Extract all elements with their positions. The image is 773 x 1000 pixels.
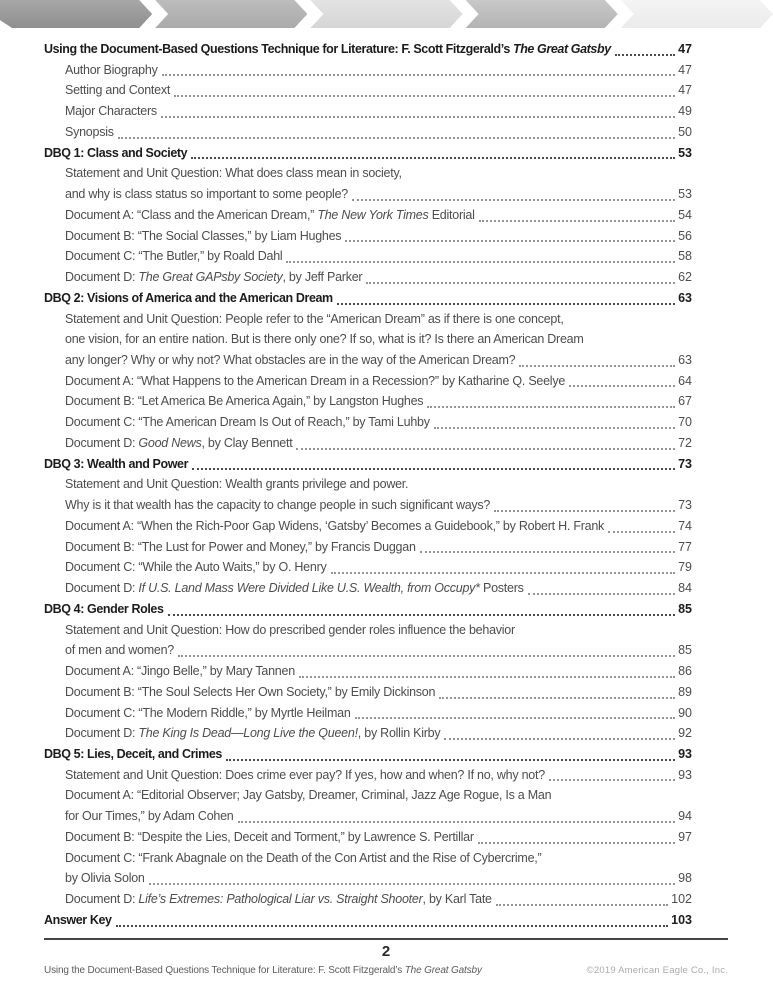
footer-copyright: ©2019 American Eagle Co., Inc. xyxy=(586,965,728,976)
toc-entry-label xyxy=(44,454,188,475)
toc-page-number: 73 xyxy=(678,498,692,513)
toc-entry-label xyxy=(65,101,157,122)
toc-page-number: 103 xyxy=(671,912,692,927)
toc-page-number: 84 xyxy=(678,581,692,596)
italic-title-text: Good News xyxy=(138,435,202,450)
plain-text: Major Characters xyxy=(65,104,157,119)
plain-text: Why is it that wealth has the capacity to change people in such significant ways? xyxy=(65,498,491,513)
toc-entry-label xyxy=(65,848,541,869)
toc-entry-label xyxy=(65,495,490,516)
plain-text: DBQ 4: Gender Roles xyxy=(44,601,164,616)
toc-entry-sub xyxy=(44,80,692,101)
italic-title-text: The Great GAPsby Society xyxy=(138,270,283,285)
plain-text: Author Biography xyxy=(65,62,158,77)
plain-text: Statement and Unit Question: Wealth grants privilege and power. xyxy=(65,477,409,492)
toc-entry-sub xyxy=(44,474,692,495)
toc-entry-main xyxy=(44,39,692,60)
toc-entry-sub xyxy=(44,578,692,599)
dot-leader xyxy=(168,613,676,616)
toc-entry-label xyxy=(65,205,475,226)
plain-text: Document B: “The Lust for Power and Money,” by Francis Duggan xyxy=(65,539,416,554)
plain-text: Document D: xyxy=(65,726,139,741)
toc-entry-sub xyxy=(44,329,692,350)
banner-chevron-2 xyxy=(155,0,307,28)
plain-text: Setting and Context xyxy=(65,83,171,98)
toc-entry-label xyxy=(65,516,604,537)
toc-entry-label xyxy=(65,703,351,724)
dot-leader xyxy=(608,530,675,533)
dot-leader xyxy=(420,550,675,553)
toc-page-number: 94 xyxy=(678,809,692,824)
toc-page-number: 53 xyxy=(678,187,692,202)
plain-text: , by Clay Bennett xyxy=(201,435,293,450)
plain-text: Document B: “The Social Classes,” by Liam Hughes xyxy=(65,228,342,243)
toc-entry-sub xyxy=(44,163,692,184)
toc-entry-sub xyxy=(44,246,692,267)
toc-entry-main xyxy=(44,288,692,309)
plain-text: Statement and Unit Question: People refer to the “American Dream” as if there is one concept, xyxy=(65,311,564,326)
toc-entry-label xyxy=(65,868,145,889)
plain-text: , by Jeff Parker xyxy=(282,270,363,285)
toc-entry-sub xyxy=(44,267,692,288)
toc-entry-sub xyxy=(44,868,692,889)
footer-rule xyxy=(44,938,728,940)
plain-text: Document B: “Despite the Lies, Deceit and Torment,” by Lawrence S. Pertillar xyxy=(65,829,474,844)
toc-entry-label xyxy=(65,620,515,641)
toc-page-number: 77 xyxy=(678,539,692,554)
plain-text: DBQ 3: Wealth and Power xyxy=(44,456,189,471)
toc-entry-sub xyxy=(44,226,692,247)
plain-text: DBQ 2: Visions of America and the American Dream xyxy=(44,290,333,305)
toc-page-number: 79 xyxy=(678,560,692,575)
banner-chevron-3 xyxy=(310,0,462,28)
italic-title-text: Life’s Extremes: Pathological Liar vs. Straight Shooter xyxy=(138,892,423,907)
dot-leader xyxy=(296,447,675,450)
dot-leader xyxy=(226,758,675,761)
toc-entry-sub xyxy=(44,848,692,869)
toc-entry-sub xyxy=(44,412,692,433)
toc-entry-sub xyxy=(44,765,692,786)
toc-page-number: 86 xyxy=(678,664,692,679)
plain-text: Document D: xyxy=(65,270,139,285)
dot-leader xyxy=(192,467,675,470)
plain-text: any longer? Why or why not? What obstacles are in the way of the American Dream? xyxy=(65,353,516,368)
toc-page-number: 70 xyxy=(678,415,692,430)
dot-leader xyxy=(615,53,675,56)
toc-entry-label xyxy=(65,163,402,184)
plain-text: Document C: “The American Dream Is Out of Reach,” by Tami Luhby xyxy=(65,415,430,430)
plain-text: Statement and Unit Question: Does crime ever pay? If yes, how and when? If no, why not? xyxy=(65,767,545,782)
toc-entry-label xyxy=(65,60,158,81)
toc-entry-sub xyxy=(44,205,692,226)
plain-text: Document C: “While the Auto Waits,” by O. Henry xyxy=(65,560,327,575)
toc-entry-sub xyxy=(44,495,692,516)
dot-leader xyxy=(352,198,675,201)
dot-leader xyxy=(116,924,669,927)
toc-page-number: 102 xyxy=(671,892,692,907)
toc-entry-label xyxy=(65,765,545,786)
toc-entry-label xyxy=(65,184,348,205)
toc-page-number: 85 xyxy=(678,601,692,616)
toc-entry-label xyxy=(65,412,430,433)
plain-text: Document B: “The Soul Selects Her Own Society,” by Emily Dickinson xyxy=(65,684,436,699)
italic-title-text: The King Is Dead—Long Live the Queen! xyxy=(138,726,358,741)
toc-entry-sub xyxy=(44,60,692,81)
toc-entry-label xyxy=(65,537,416,558)
plain-text: Statement and Unit Question: How do prescribed gender roles influence the behavior xyxy=(65,622,515,637)
italic-title-text: The Great Gatsby xyxy=(512,42,611,56)
plain-text: Document C: “The Modern Riddle,” by Myrtle Heilman xyxy=(65,705,351,720)
plain-text: , by Karl Tate xyxy=(422,892,492,907)
toc-entry-sub xyxy=(44,557,692,578)
page-number: 2 xyxy=(381,943,391,960)
footer-book-title xyxy=(44,965,482,976)
dot-leader xyxy=(238,820,676,823)
toc-entry-sub xyxy=(44,391,692,412)
toc-entry-label xyxy=(65,371,565,392)
toc-entry-main xyxy=(44,910,692,931)
toc-entry-label xyxy=(65,661,295,682)
dot-leader xyxy=(337,302,675,305)
dot-leader xyxy=(496,903,668,906)
plain-text: DBQ 1: Class and Society xyxy=(44,145,188,160)
toc-entry-sub xyxy=(44,827,692,848)
toc-entry-main xyxy=(44,599,692,620)
toc-entry-label xyxy=(65,122,114,143)
toc-page-number: 67 xyxy=(678,394,692,409)
toc-list xyxy=(44,39,692,931)
italic-title-text: The Great Gatsby xyxy=(404,965,482,976)
plain-text: Answer Key xyxy=(44,912,112,927)
dot-leader xyxy=(174,94,675,97)
toc-entry-label xyxy=(65,640,174,661)
dot-leader xyxy=(549,778,675,781)
dot-leader xyxy=(118,136,675,139)
plain-text: Document A: “Jingo Belle,” by Mary Tannen xyxy=(65,664,295,679)
plain-text: Document D: xyxy=(65,435,139,450)
toc-entry-sub xyxy=(44,537,692,558)
dot-leader xyxy=(366,281,675,284)
dot-leader xyxy=(161,115,675,118)
plain-text: Document D: xyxy=(65,892,139,907)
plain-text: Document B: “Let America Be America Again,” by Langston Hughes xyxy=(65,394,424,409)
toc-page-number: 54 xyxy=(678,207,692,222)
toc-entry-main xyxy=(44,143,692,164)
toc-page-number: 93 xyxy=(678,767,692,782)
plain-text: Document C: “Frank Abagnale on the Death of the Con Artist and the Rise of Cybercrime,” xyxy=(65,850,542,865)
dot-leader xyxy=(178,654,675,657)
toc-entry-label xyxy=(44,288,333,309)
plain-text: Using the Document-Based Questions Technique for Literature: F. Scott Fitzgerald’s xyxy=(44,965,405,976)
plain-text: one vision, for an entire nation. But is there only one? If so, what is it? Is there an American Dream xyxy=(65,332,584,347)
plain-text: DBQ 5: Lies, Deceit, and Crimes xyxy=(44,746,222,761)
toc-entry-label xyxy=(65,474,408,495)
toc-entry-label xyxy=(65,578,524,599)
dot-leader xyxy=(434,426,675,429)
toc-page-number: 47 xyxy=(678,62,692,77)
footer xyxy=(44,965,728,976)
toc-entry-sub xyxy=(44,620,692,641)
toc-page-number: 63 xyxy=(678,353,692,368)
toc-entry-label xyxy=(65,785,551,806)
dot-leader xyxy=(162,73,676,76)
plain-text: Posters xyxy=(479,581,524,596)
toc-entry-sub xyxy=(44,371,692,392)
dot-leader xyxy=(299,675,675,678)
toc-entry-label xyxy=(65,827,474,848)
toc-entry-sub xyxy=(44,122,692,143)
plain-text: Document A: “Editorial Observer; Jay Gatsby, Dreamer, Criminal, Jazz Age Rogue, Is a Man xyxy=(65,788,552,803)
dot-leader xyxy=(519,364,675,367)
toc-page-number: 72 xyxy=(678,435,692,450)
toc-entry-sub xyxy=(44,723,692,744)
banner-chevron-4 xyxy=(466,0,618,28)
plain-text: by Olivia Solon xyxy=(65,871,145,886)
toc-page-number: 47 xyxy=(678,42,692,56)
plain-text: Statement and Unit Question: What does class mean in society, xyxy=(65,166,402,181)
toc-page-number: 58 xyxy=(678,249,692,264)
toc-entry-label xyxy=(44,39,611,60)
toc-entry-sub xyxy=(44,184,692,205)
plain-text: , by Rollin Kirby xyxy=(357,726,441,741)
toc-page-number: 90 xyxy=(678,705,692,720)
plain-text: of men and women? xyxy=(65,643,175,658)
toc-entry-label xyxy=(44,910,112,931)
plain-text: Document A: “Class and the American Dream,” xyxy=(65,207,318,222)
toc-entry-sub xyxy=(44,516,692,537)
dot-leader xyxy=(439,696,675,699)
toc-page-number: 49 xyxy=(678,104,692,119)
toc-page-number: 92 xyxy=(678,726,692,741)
dot-leader xyxy=(355,716,676,719)
toc-entry-sub xyxy=(44,640,692,661)
dot-leader xyxy=(427,405,675,408)
dot-leader xyxy=(331,571,676,574)
toc-entry-sub xyxy=(44,309,692,330)
dot-leader xyxy=(191,156,675,159)
toc-entry-main xyxy=(44,744,692,765)
dot-leader xyxy=(528,592,675,595)
plain-text: Document D: xyxy=(65,581,139,596)
toc-entry-sub xyxy=(44,785,692,806)
dot-leader xyxy=(345,239,675,242)
toc-entry-label xyxy=(65,80,170,101)
toc-entry-label xyxy=(65,246,282,267)
header-banner-row xyxy=(0,0,773,28)
toc-entry-label xyxy=(65,433,292,454)
toc-entry-label xyxy=(65,267,362,288)
toc-page-number: 47 xyxy=(678,83,692,98)
plain-text: Using the Document-Based Questions Technique for Literature: F. Scott Fitzgerald’s xyxy=(44,42,513,56)
toc-entry-label xyxy=(65,806,234,827)
toc-entry-sub xyxy=(44,806,692,827)
toc-entry-sub xyxy=(44,433,692,454)
toc-page-number: 63 xyxy=(678,290,692,305)
toc-entry-label xyxy=(65,329,584,350)
plain-text: Editorial xyxy=(428,207,475,222)
toc-page-number: 56 xyxy=(678,228,692,243)
toc-entry-label xyxy=(65,682,435,703)
plain-text: Document C: “The Butler,” by Roald Dahl xyxy=(65,249,283,264)
plain-text: Document A: “When the Rich-Poor Gap Widens, ‘Gatsby’ Becomes a Guidebook,” by Robert H. Frank xyxy=(65,518,605,533)
dot-leader xyxy=(479,219,675,222)
plain-text: for Our Times,” by Adam Cohen xyxy=(65,809,234,824)
toc-page-number: 50 xyxy=(678,124,692,139)
toc-entry-label xyxy=(65,309,564,330)
toc-page-number: 64 xyxy=(678,373,692,388)
dot-leader xyxy=(494,509,675,512)
toc-entry-sub xyxy=(44,101,692,122)
dot-leader xyxy=(149,882,675,885)
plain-text: and why is class status so important to some people? xyxy=(65,187,348,202)
toc-page-number: 62 xyxy=(678,270,692,285)
toc-page-number: 85 xyxy=(678,643,692,658)
dot-leader xyxy=(569,384,675,387)
toc-page-number: 89 xyxy=(678,684,692,699)
toc-page-number: 98 xyxy=(678,871,692,886)
toc-entry-label xyxy=(44,143,187,164)
plain-text: Synopsis xyxy=(65,124,114,139)
toc-entry-sub xyxy=(44,703,692,724)
toc-page-number: 93 xyxy=(678,746,692,761)
toc-entry-label xyxy=(65,226,341,247)
toc-page-number: 97 xyxy=(678,829,692,844)
toc-entry-label xyxy=(44,744,222,765)
banner-chevron-5 xyxy=(621,0,773,28)
toc-entry-label xyxy=(65,557,327,578)
dot-leader xyxy=(444,737,675,740)
italic-title-text: The New York Times xyxy=(317,207,429,222)
dot-leader xyxy=(286,260,675,263)
toc-entry-sub xyxy=(44,889,692,910)
banner-chevron-1 xyxy=(0,0,152,28)
toc-page-number: 53 xyxy=(678,145,692,160)
toc-entry-sub xyxy=(44,661,692,682)
toc-entry-label xyxy=(65,391,423,412)
plain-text: Document A: “What Happens to the American Dream in a Recession?” by Katharine Q. Seelye xyxy=(65,373,566,388)
toc-entry-label xyxy=(65,350,515,371)
toc-entry-sub xyxy=(44,350,692,371)
toc-entry-main xyxy=(44,454,692,475)
italic-title-text: If U.S. Land Mass Were Divided Like U.S. Wealth, from Occupy* xyxy=(138,581,480,596)
toc-entry-sub xyxy=(44,682,692,703)
toc-entry-label xyxy=(65,723,440,744)
toc-page-number: 73 xyxy=(678,456,692,471)
toc-entry-label xyxy=(44,599,164,620)
dot-leader xyxy=(478,841,675,844)
toc-page-number: 74 xyxy=(678,518,692,533)
toc-entry-label xyxy=(65,889,492,910)
